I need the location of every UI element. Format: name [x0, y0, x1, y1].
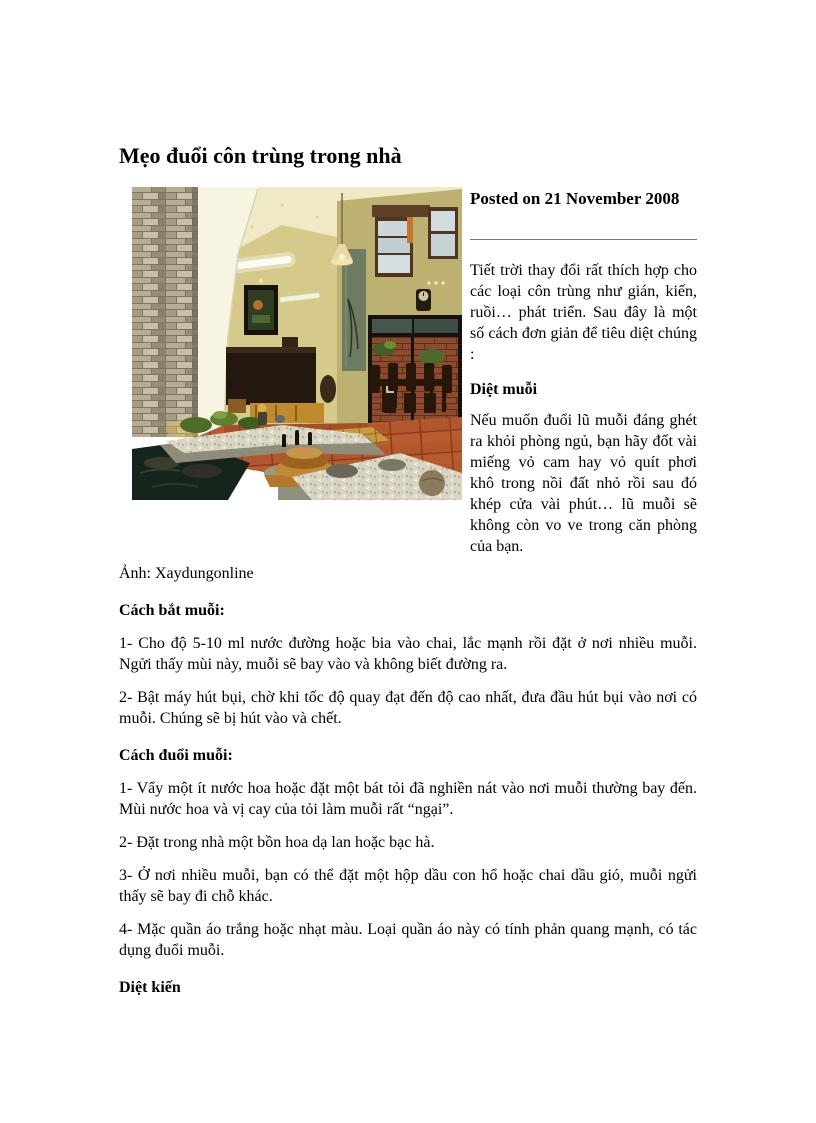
photo-framed-picture	[244, 279, 278, 335]
photo-and-intro-row	[119, 187, 697, 557]
paragraph: 4- Mặc quần áo trắng hoặc nhạt màu. Loại quần áo này có tính phản quang mạnh, có tác dụng đuổi muỗi.	[119, 921, 697, 959]
section-heading: Diệt kiến	[119, 979, 181, 996]
paragraph: 1- Cho độ 5-10 ml nước đường hoặc bia vào chai, lắc mạnh rồi đặt ở nơi nhiều muỗi. Ngửi thấy mùi này, muỗi sẽ bay vào và không biết đường ra.	[119, 635, 697, 673]
article-body	[119, 600, 697, 998]
paragraph: 2- Đặt trong nhà một bồn hoa dạ lan hoặc bạc hà.	[119, 834, 435, 851]
intro-column	[470, 187, 697, 557]
photo-caption: Ảnh: Xaydungonline	[119, 565, 254, 582]
posted-date: Posted on 21 November 2008	[470, 189, 680, 208]
article	[119, 143, 697, 1010]
photo-wall-clock	[416, 289, 431, 311]
section-heading: Cách bắt muỗi:	[119, 602, 225, 619]
paragraph: 1- Vẩy một ít nước hoa hoặc đặt một bát tỏi đã nghiền nát vào nơi muỗi thường bay đến. Mùi nước hoa và vị cay của tỏi làm muỗi rất “ngại”.	[119, 780, 697, 818]
section-cach-duoi-muoi	[119, 745, 697, 961]
photo-window-high-1	[375, 217, 413, 277]
section-diet-kien	[119, 977, 697, 998]
photo-window-high-2	[428, 207, 458, 259]
paragraph: 3- Ở nơi nhiều muỗi, bạn có thể đặt một hộp dầu con hổ hoặc chai dầu gió, muỗi ngửi thấy sẽ bay đi chỗ khác.	[119, 867, 697, 905]
section-cach-bat-muoi	[119, 600, 697, 729]
paragraph: Nếu muốn đuổi lũ muỗi đáng ghét ra khỏi phòng ngủ, bạn hãy đốt vài miếng vỏ cam hay vỏ quít phơi khô trong nồi đất nhỏ rồi sau đó khép cửa vài phút… lũ muỗi sẽ không còn vo ve trong căn phòng của bạn.	[470, 412, 697, 555]
section-heading-diet-muoi: Diệt muỗi	[470, 381, 538, 398]
article-photo	[132, 187, 462, 500]
photo-wall-spots	[427, 281, 444, 284]
section-divider	[470, 239, 697, 240]
section-heading: Cách đuổi muỗi:	[119, 747, 233, 764]
photo-stone-wall	[132, 187, 198, 437]
paragraph: 2- Bật máy hút bụi, chờ khi tốc độ quay đạt đến độ cao nhất, đưa đầu hút bụi vào nơi có muỗi. Chúng sẽ bị hút vào và chết.	[119, 689, 697, 727]
interior-photo-illustration	[132, 187, 462, 500]
page-title: Mẹo đuổi côn trùng trong nhà	[119, 143, 402, 168]
photo-glass-panel-plants	[342, 249, 366, 371]
intro-paragraph: Tiết trời thay đổi rất thích hợp cho các loại côn trùng như gián, kiến, ruồi… phát triển. Sau đây là một số cách đơn giản để tiêu diệt chúng :	[470, 262, 697, 363]
